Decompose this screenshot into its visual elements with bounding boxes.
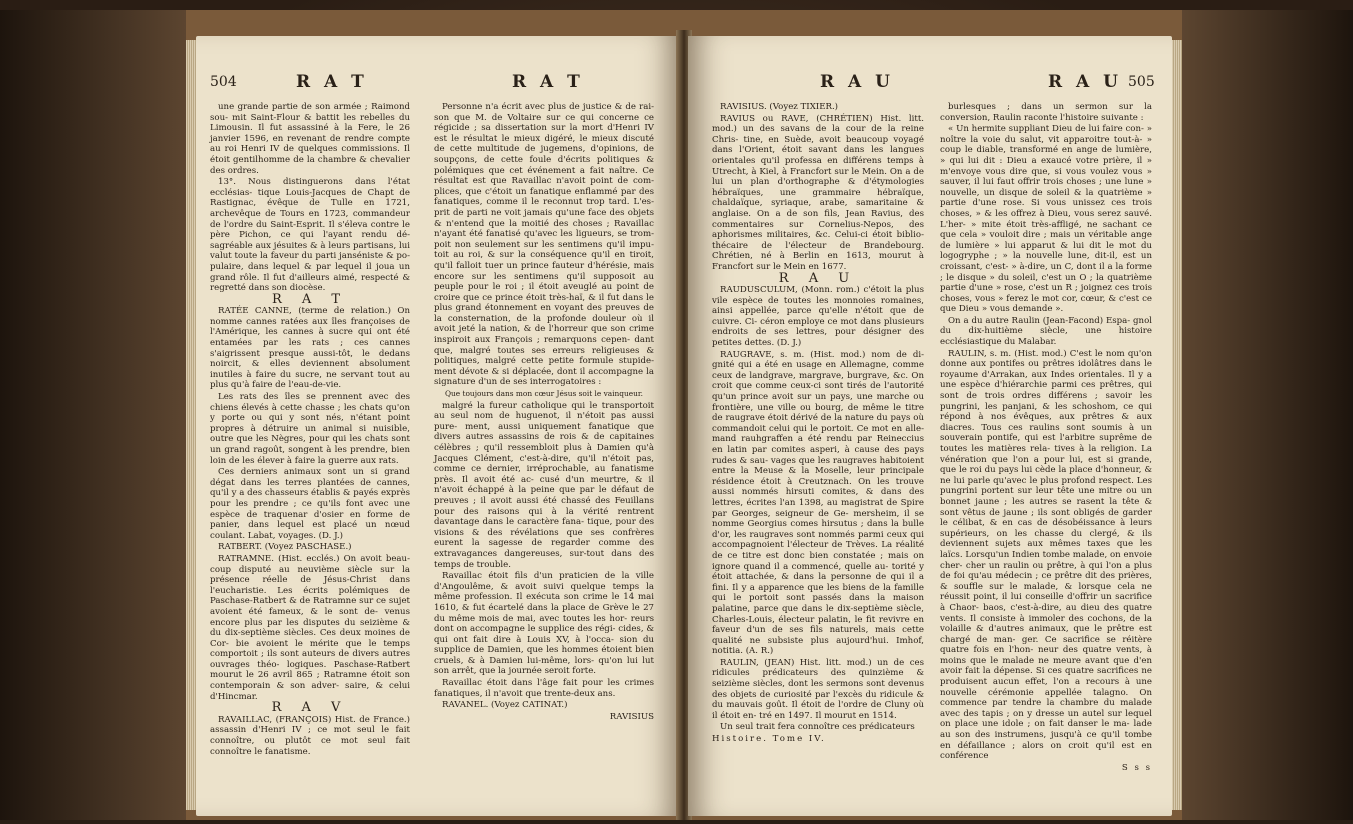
signature-mark: S s s	[1121, 762, 1152, 773]
paragraph: 13°. Nous distinguerons dans l'état ecclésias- tique Louis-Jacques de Chapt de Rastignac, évêque de Tulle en 1721, archevêque de Tours en 1723, commandeur de l'ordre du Saint-Esprit. Il s'éleva contre le père Pichon, ce qui l'ayant rendu dé- sagréable aux jésuites & à leurs partisans, lui valut toute la faveur du parti janséniste & po- pulaire, dans lequel & par lequel il joua un grand rôle. Il fut d'ailleurs aimé, respecté & regretté dans son diocèse.	[210, 177, 410, 294]
paragraph: Un seul trait fera connoître ces prédicateurs	[720, 722, 915, 733]
entry-raulin: RAULIN, s. m. (Hist. mod.) C'est le nom qu'on donne aux pontifes ou prêtres idolâtres dans le royaume d'Arrakan, aux Indes orientales. Il y a une espèce d'hiérarchie parmi ces prêtres, qui sont de trois ordres différens ; savoir les pungrini, les panjani, & les schoshom, ce qui répond à nos évêques, aux prêtres & aux diacres. Tous ces raulins sont soumis à un souverain pontife, qui est l'arbitre suprême de toutes les matières rela- tives à la religion. La vénération que l'on a pour lui, est si grande, que le roi du pays lui cède la place d'honneur, & ne lui parle qu'avec le plus profond respect. Les pungrini portent sur leur tête une mitre ou un bonnet jaune ; les autres se rasent la tête & sont vêtus de jaune ; ils sont obligés de garder le célibat, & en cas de désobéissance à leurs supérieurs, on les chasse du clergé, & ils deviennent sujets aux mêmes taxes que les laïcs. Lorsqu'un Indien tombe malade, on envoie cher- cher un raulin ou prêtre, à qui l'on a plus de foi qu'au médecin ; ce prêtre dit des prières, & souffle sur le malade, & lorsque cela ne réussit point, il lui conseille d'offrir un sacrifice à Chaor- baos, c'est-à-dire, au dieu des quatre vents. Il consiste à immoler des cochons, de la volaille & d'autres animaux, que le prêtre est chargé de man- ger. Ce sacrifice se réitère quatre fois en l'hon- neur des quatre vents, à moins que le malade ne meure avant que d'en avoir fait la dépense. Si ces quatre sacrifices ne produisent aucun effet, l'on a recours à une nouvelle cérémonie appellée talagno. On commence par tendre la chambre du malade avec des tapis ; on y dresse un autel sur lequel on place une idole ; on fait danser le ma- lade au son des instrumens, jusqu'à ce qu'il tombe en défaillance ; alors on croit qu'il est en conférence	[940, 348, 1152, 762]
quoted-story: « Un hermite suppliant Dieu de lui faire con- » noître la voie du salut, vit apparoitre tout-à- » coup le diable, transformé en ange de lumière, » qui lui dit : Dieu a exaucé votre prière, il » m'envoye vous dire que, si vous voulez vous » sauver, il lui faut offrir trois choses ; une lune » nouvelle, un disque de soleil & la quatrième » partie d'une rose. Si vous unissez ces trois choses, » & les offrez à Dieu, vous serez sauvé. L'her- » mite étoit très-affligé, ne sachant ce que cela » vouloit dire ; mais un véritable ange de lumière » lui apparut & lui dit le mot du logogryphe ; » la nouvelle lune, dit-il, est un croissant, c'est- » à-dire, un C, dont il a la forme ; le disque » du soleil, c'est un O ; la quatrième partie d'une » rose, c'est un R ; joignez ces trois choses, vous » ferez le mot cor, cœur, & c'est ce que Dieu » vous demande ».	[940, 124, 1152, 315]
paragraph: burlesques ; dans un sermon sur la conversion, Raulin raconte l'histoire suivante :	[940, 102, 1152, 123]
entry-ravaillac: RAVAILLAC, (FRANÇOIS) Hist. de France.) assassin d'Henri IV ; ce mot seul le fait connoître, ou plutôt ce mot seul fait connoître le fanatisme.	[210, 714, 410, 757]
paragraph: On a du autre Raulin (Jean-Facond) Espa- gnol du dix-huitième siècle, une histoire ecclésiastique du Malabar.	[940, 315, 1152, 348]
paragraph: Les rats des îles se prennent avec des chiens élevés à cette chasse ; les chats qu'on y porte ou qui y sont nés, n'étant point propres à détruire un animal si nuisible, outre que les Nègres, pour qui les chats sont un grand ragoût, songent à les prendre, bien loin de les élever à faire la guerre aux rats.	[210, 392, 410, 466]
paragraph: Ravaillac étoit dans l'âge fait pour les crimes fanatiques, il n'avoit que trente-deux ans.	[434, 678, 654, 699]
right-edge-shadow	[1182, 10, 1353, 820]
entry-rauduscolum: RAUDUSCULUM, (Monn. rom.) c'étoit la plus vile espèce de toutes les monnoies romaines, ainsi appellée, parce qu'elle n'étoit que de cuivre. Ci- céron employe ce mot dans plusieurs endroits de ses lettres, pour désigner des petites dettes. (D. J.)	[712, 285, 924, 349]
section-heading: R A T	[271, 291, 349, 307]
entry-ravius: RAVIUS ou RAVE, (CHRÉTIEN) Hist. litt. mod.) un des savans de la cour de la reine Chris- tine, en Suède, avoit beaucoup voyagé dans l'Orient, étoit savant dans les langues orientales qu'il professa en différens temps à Utrecht, à Kiel, à Francfort sur le Mein. On a de lui un plan d'orthographe & d'étymologies hébraïques, une grammaire hébraïque, chaldaïque, syriaque, arabe, samaritaine & anglaise. On a de son fils, Jean Ravius, des commentaires sur Cornelius-Nepos, des aphorismes militaires, &c. Celui-ci étoit biblio- thécaire de l'électeur de Brandebourg. Chrétien, né à Berlin en 1613, mourut à Francfort sur le Mein en 1677.	[712, 113, 924, 272]
left-page	[196, 36, 680, 816]
signature-line: Histoire. Tome IV.	[712, 734, 826, 745]
entry-ratramne: RATRAMNE. (Hist. ecclés.) On avoit beau- coup disputé au neuvième siècle sur la présence réelle de Jésus-Christ dans l'eucharistie. Les écrits polémiques de Paschase-Ratbert & de Ratramne sur ce sujet avoient été fameux, & le sont de- venus encore plus par les disputes du seizième & du dix-septième siècles. Ces deux moines de Cor- bie avoient le mérite que le temps comportoit ; ils sont auteurs de divers autres ouvrages théo- logiques. Paschase-Ratbert mourut le 26 avril 865 ; Ratramne étoit son contemporain & son adver- saire, & celui d'Hincmar.	[210, 553, 410, 702]
entry-ravanel: RAVANEL. (Voyez CATINAT.)	[442, 700, 568, 711]
catchword: RAVISIUS	[609, 711, 654, 722]
left-col1-running-head: R A T	[296, 72, 368, 92]
paragraph: Ravaillac étoit fils d'un praticien de la ville d'Angoulême, & avoit suivi quelque temps la même profession. Il exécuta son crime le 14 mai 1610, & fut écartelé dans la place de Grève le 27 du même mois de mai, avec toutes les hor- reurs dont on accompagne le supplice des régi- cides, & qui ont fait dire à Louis XV, à l'occa- sion du supplice de Damien, que les hommes étoient bien cruels, & à Damien lui-même, lors- qu'on lui lut son arrêt, que la journée seroit forte.	[434, 571, 654, 677]
left-col2-running-head: R A T	[512, 72, 584, 92]
right-col1-running-head: R A U	[820, 72, 894, 92]
left-page-column-1	[210, 102, 410, 758]
paragraph: Ces derniers animaux sont un si grand dégat dans les terres plantées de cannes, qu'il y a des chasseurs établis & payés exprès pour les prendre ; ce qu'ils font avec une espèce de traquenar d'osier en forme de panier, dans lequel est placé un nœud coulant. Labat, voyages. (D. J.)	[210, 467, 410, 541]
left-page-column-2	[434, 102, 654, 723]
right-page-column-1	[712, 102, 924, 746]
entry-ratbert: RATBERT. (Voyez PASCHASE.)	[218, 542, 352, 553]
paragraph: Personne n'a écrit avec plus de justice & de rai- son que M. de Voltaire sur ce qui concerne ce régicide ; sa dissertation sur la mort d'Henri IV est le résultat le mieux digéré, le mieux discuté de cette multitude de jugemens, d'opinions, de soupçons, de cette foule d'écrits politiques & polémiques que cet événement a fait naître. Ce résultat est que Ravaillac n'avoit point de com- plices, que c'étoit un fanatique enflammé par des fanatiques, comme il le reconnut trop tard. L'es- prit de parti ne voit jamais qu'une face des objets & n'entend que la moitié des choses ; Ravaillac n'ayant été fanatisé qu'avec les ligueurs, se trom- poit non seulement sur les sentimens qu'il impu- toit au roi, & sur la conséquence qu'il en tiroit, qu'il falloit tuer un prince fauteur d'hérésie, mais encore sur les sentimens qu'il supposoit au peuple pour le roi ; il étoit aveuglé au point de croire que ce prince étoit très-haï, & il fut dans le plus grand étonnement en voyant des preuves de la consternation, de la profonde douleur où il avoit jeté la nation, & de l'horreur que son crime inspiroit aux François ; remarquons cepen- dant que, malgré toutes ses erreurs religieuses & politiques, malgré cette petite formule stupide- ment dévote & si déplacée, dont il accompagne la signature d'un de ses interrogatoires :	[434, 102, 654, 388]
entry-raugrave: RAUGRAVE, s. m. (Hist. mod.) nom de di- gnité qui a été en usage en Allemagne, comme ceux de landgrave, margrave, burgrave, &c. On croit que comme ceux-ci sont tirés de l'autorité qu'un prince avoit sur un pays, une marche ou frontière, une ville ou bourg, de même le titre de raugrave étoit dérivé de la nature du pays où commandoit celui qui le portoit. Ce mot en alle- mand rauhgraffen a été rendu par Reineccius en latin par comites asperi, à cause des pays rudes & sau- vages que les raugraves habitoient entre la Meuse & la Moselle, leur principale résidence étoit à Creutznach. On les trouve aussi nommés hirsuti comites, & dans des lettres, écrites l'an 1398, au magistrat de Spire par Georges, seigneur de Ge- mersheim, il se nomme Georgius comes hirsutus ; dans la bulle d'or, les raugraves sont nommés parmi ceux qui accompagnoient l'électeur de Trèves. La réalité de ce titre est donc bien constatée ; mais on ignore quand il a commencé, quelle au- torité y étoit attachée, & dans la personne de qui il a fini. Il y a apparence que les biens de la famille qui le portoit sont passés dans la maison palatine, parce que dans le dix-septième siècle, Charles-Louis, électeur palatin, le fit revivre en faveur d'un de ses fils naturels, mais cette qualité ne subsiste plus aujourd'hui. Imhof, notitia. (A. R.)	[712, 349, 924, 657]
paragraph: une grande partie de son armée ; Raimond sou- mit Saint-Flour & battit les rebelles du Limousin. Il fut assassiné à la Fere, le 26 janvier 1596, en revenant de rendre compte au roi Henri IV de quelques commissions. Il étoit gentilhomme de la chambre & chevalier des ordres.	[210, 102, 410, 176]
left-page-number: 504	[210, 74, 237, 90]
left-page-edges	[186, 40, 196, 810]
entry-raulin-jean: RAULIN, (JEAN) Hist. litt. mod.) un de ces ridicules prédicateurs des quinzième & seizième siècles, dont les sermons sont devenus des objets de curiosité par l'excès du ridicule & du mauvais goût. Il étoit de l'ordre de Cluny où il étoit en- tré en 1497. Il mourut en 1514.	[712, 657, 924, 721]
verse-quote: Que toujours dans mon cœur Jésus soit le vainqueur.	[444, 389, 644, 399]
right-page-number: 505	[1128, 74, 1155, 90]
left-edge-shadow	[0, 10, 186, 820]
right-page	[688, 36, 1172, 816]
right-col2-running-head: R A U	[1048, 72, 1122, 92]
paragraph: malgré la fureur catholique qui le transportoit au seul nom de huguenot, il n'étoit pas aussi pure- ment, aussi uniquement fanatique que divers autres assassins de rois & de capitaines célèbres ; qu'il ressembloit plus à Damien qu'à Jacques Clément, c'est-à-dire, qu'il n'étoit pas, comme ce dernier, irréprochable, au fanatisme près. Il avoit été ac- cusé d'un meurtre, & il n'avoit échappé à la peine que par le défaut de preuves ; il avoit aussi été chassé des Feuillans pour des raisons qui à la vérité rentrent davantage dans le caractère fana- tique, pour des visions & des révélations que ses confrères eurent la sagesse de regarder comme des extravagances dangereuses, sur-tout dans des temps de trouble.	[434, 400, 654, 570]
entry-ratee-canne: RATÉE CANNE, (terme de relation.) On nomme cannes ratées aux îles françoises de l'Amérique, les cannes à sucre qui ont été entamées par les rats ; ces cannes s'aigrissent presque aussi-tôt, le dedans noircit, & elles deviennent absolument inutiles à faire du sucre, ne servant tout au plus qu'à faire de l'eau-de-vie.	[210, 306, 410, 391]
right-page-column-2	[940, 102, 1152, 774]
entry-ravisius: RAVISIUS. (Voyez TIXIER.)	[720, 102, 839, 112]
right-page-edges	[1172, 40, 1182, 810]
section-heading: R A V	[271, 700, 349, 716]
section-heading: R A U	[778, 270, 858, 286]
